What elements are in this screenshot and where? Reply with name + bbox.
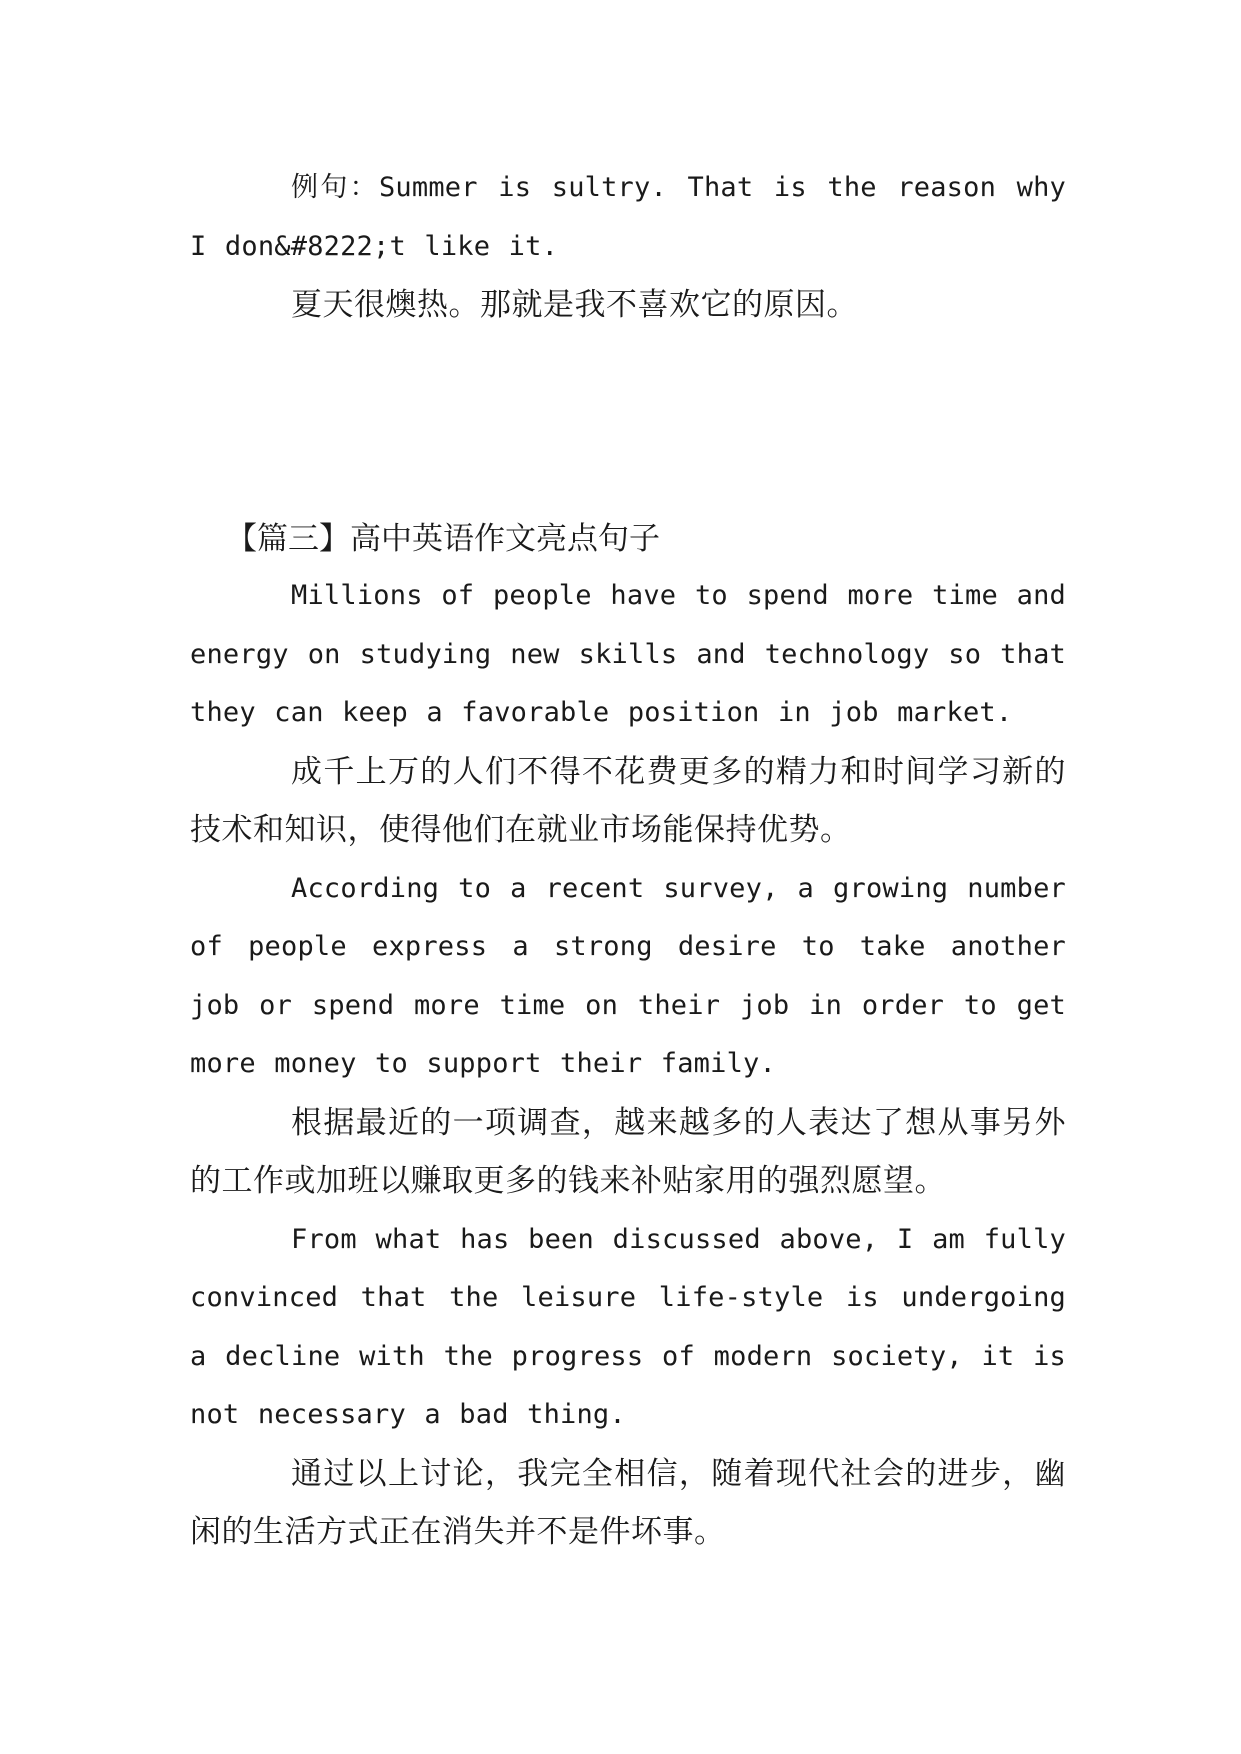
sentence-english-1: Millions of people have to spend more time and energy on studying new skills and technology so that they can keep a favorable position in job market. — [190, 580, 1066, 728]
section-heading: 【篇三】高中英语作文亮点句子 — [226, 521, 660, 557]
example-block — [190, 159, 1066, 335]
example-sentence-chinese: 夏天很燠热。那就是我不喜欢它的原因。 — [291, 287, 858, 323]
sentence-english-2: According to a recent survey, a growing number of people express a strong desire to take another job or spend more time on their job in order to get more money to support their family. — [190, 872, 1066, 1079]
sentence-english-3: From what has been discussed above, I am fully convinced that the leisure life-style is undergoing a decline with the progress of modern society, it is not necessary a bad thing. — [190, 1223, 1066, 1430]
sentence-chinese-2: 根据最近的一项调查，越来越多的人表达了想从事另外的工作或加班以赚取更多的钱来补贴家用的强烈愿望。 — [190, 1104, 1066, 1199]
sentence-list — [190, 567, 1066, 1562]
sentence-chinese-1: 成千上万的人们不得不花费更多的精力和时间学习新的技术和知识，使得他们在就业市场能保持优势。 — [190, 753, 1066, 848]
sentence-chinese-3: 通过以上讨论，我完全相信，随着现代社会的进步，幽闲的生活方式正在消失并不是件坏事。 — [190, 1455, 1066, 1550]
example-sentence-english: 例句：Summer is sultry. That is the reason why I don&#8222;t like it. — [190, 172, 1066, 262]
document-page — [190, 0, 1066, 1754]
